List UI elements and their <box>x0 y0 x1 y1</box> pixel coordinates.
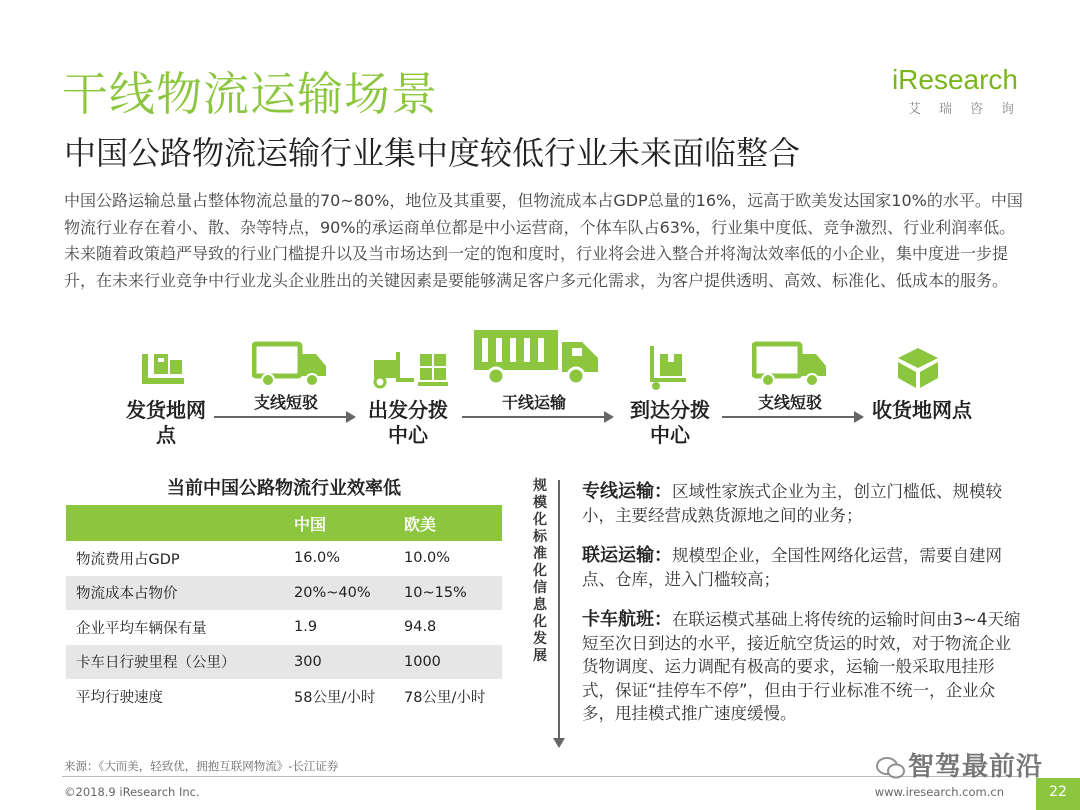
logo-subtext: 艾瑞咨询 <box>907 102 1032 117</box>
trend-arrow <box>558 480 560 740</box>
mode-item <box>582 544 1022 591</box>
table-cell: 卡车日行驶里程（公里） <box>66 645 284 680</box>
table-cell: 10.0% <box>394 541 502 576</box>
mode-title: 联运运输： <box>582 545 672 566</box>
efficiency-table <box>66 505 502 714</box>
flow-link-label: 支线短驳 <box>757 393 822 412</box>
table-cell: 94.8 <box>394 610 502 645</box>
flow-node-origin <box>126 398 206 448</box>
big-truck-icon <box>472 326 602 386</box>
wechat-icon <box>876 756 906 780</box>
mode-item <box>582 480 1022 527</box>
website-link[interactable]: www.iresearch.com.cn <box>874 785 1004 799</box>
forklift-icon <box>372 348 450 390</box>
flow-node-label: 出发分拨中心 <box>368 398 448 447</box>
page-title: 干线物流运输场景 <box>62 67 438 121</box>
copyright: ©2018.9 iResearch Inc. <box>64 785 200 799</box>
transport-modes <box>582 480 1022 743</box>
iresearch-logo <box>891 64 1032 117</box>
flow-link-label: 干线运输 <box>501 393 566 412</box>
mode-text: 规模型企业，全国性网络化运营，需要自建网点、仓库，进入门槛较高； <box>582 546 1002 589</box>
trend-label: 规模化 标准化 信息化发展 <box>533 478 547 664</box>
table-row <box>66 541 502 576</box>
flow-node-label: 到达分拨中心 <box>630 398 710 447</box>
mode-text: 在联运模式基础上将传统的运输时间由3~4天缩短至次日到达的水平，接近航空货运的时效，对于物流企业货物调度、运力调配有极高的要求，运输一般采取甩挂形式，保证“挂停车不停”，但由于行业标准不统一，企业众多，甩挂模式推广速度缓慢。 <box>582 610 1021 723</box>
hand-truck-icon <box>646 344 690 390</box>
table-cell: 10~15% <box>394 576 502 611</box>
page-subtitle: 中国公路物流运输行业集中度较低行业未来面临整合 <box>64 134 801 172</box>
table-cell: 78公里/小时 <box>394 679 502 714</box>
table-header-cell <box>66 505 284 541</box>
table-cell: 物流成本占物价 <box>66 576 284 611</box>
mode-title: 卡车航班： <box>582 609 672 630</box>
table-row <box>66 576 502 611</box>
table-cell: 1000 <box>394 645 502 680</box>
table-header-cell: 欧美 <box>394 505 502 541</box>
table-cell: 300 <box>284 645 394 680</box>
watermark <box>876 746 1043 783</box>
flow-node-label: 收货地网点 <box>872 398 972 422</box>
logistics-flow <box>0 330 1080 460</box>
flow-arrow <box>214 416 354 418</box>
flow-node-destination <box>872 398 972 423</box>
table-cell: 1.9 <box>284 610 394 645</box>
table-cell: 企业平均车辆保有量 <box>66 610 284 645</box>
table-cell: 平均行驶速度 <box>66 679 284 714</box>
table-row <box>66 645 502 680</box>
table-cell: 16.0% <box>284 541 394 576</box>
flow-node-departure-hub <box>368 398 448 448</box>
logo-text: iResearch <box>891 64 1018 95</box>
mode-title: 专线运输： <box>582 481 672 502</box>
table-cell: 物流费用占GDP <box>66 541 284 576</box>
table-header-cell: 中国 <box>284 505 394 541</box>
table-cell: 58公里/小时 <box>284 679 394 714</box>
table-row <box>66 610 502 645</box>
table-row <box>66 679 502 714</box>
flow-link-label: 支线短驳 <box>253 393 318 412</box>
intro-paragraph: 中国公路运输总量占整体物流总量的70~80%，地位及其重要，但物流成本占GDP总量的16%，远高于欧美发达国家10%的水平。中国物流行业存在着小、散、杂等特点，90%的承运商单位都是中小运营商，个体车队占63%，行业集中度低、竞争激烈、行业利润率低。未来随着政策趋严导致的行业门槛提升以及当市场达到一定的饱和度时，行业将会进入整合并将淘汰效率低的小企业，集中度进一步提升，在未来行业竞争中行业龙头企业胜出的关键因素是要能够满足客户多元化需求，为客户提供透明、高效、标准化、低成本的服务。 <box>64 191 1023 290</box>
truck-icon <box>752 340 828 388</box>
source-note: 来源：《大而美，轻致优，拥抱互联网物流》-长江证券 <box>64 759 339 773</box>
flow-node-arrival-hub <box>630 398 710 448</box>
warehouse-icon <box>140 348 186 388</box>
watermark-text: 智驾最前沿 <box>908 752 1044 782</box>
page-number: 22 <box>1036 778 1080 810</box>
mode-text: 区域性家族式企业为主，创立门槛低、规模较小，主要经营成熟货源地之间的业务； <box>582 482 1002 525</box>
flow-node-label: 发货地网点 <box>126 398 206 447</box>
mode-item <box>582 608 1022 726</box>
flow-arrow <box>462 416 612 418</box>
parcel-icon <box>894 346 942 390</box>
table-cell: 20%~40% <box>284 576 394 611</box>
flow-arrow <box>722 416 862 418</box>
truck-icon <box>252 340 328 388</box>
table-title: 当前中国公路物流行业效率低 <box>167 478 401 499</box>
